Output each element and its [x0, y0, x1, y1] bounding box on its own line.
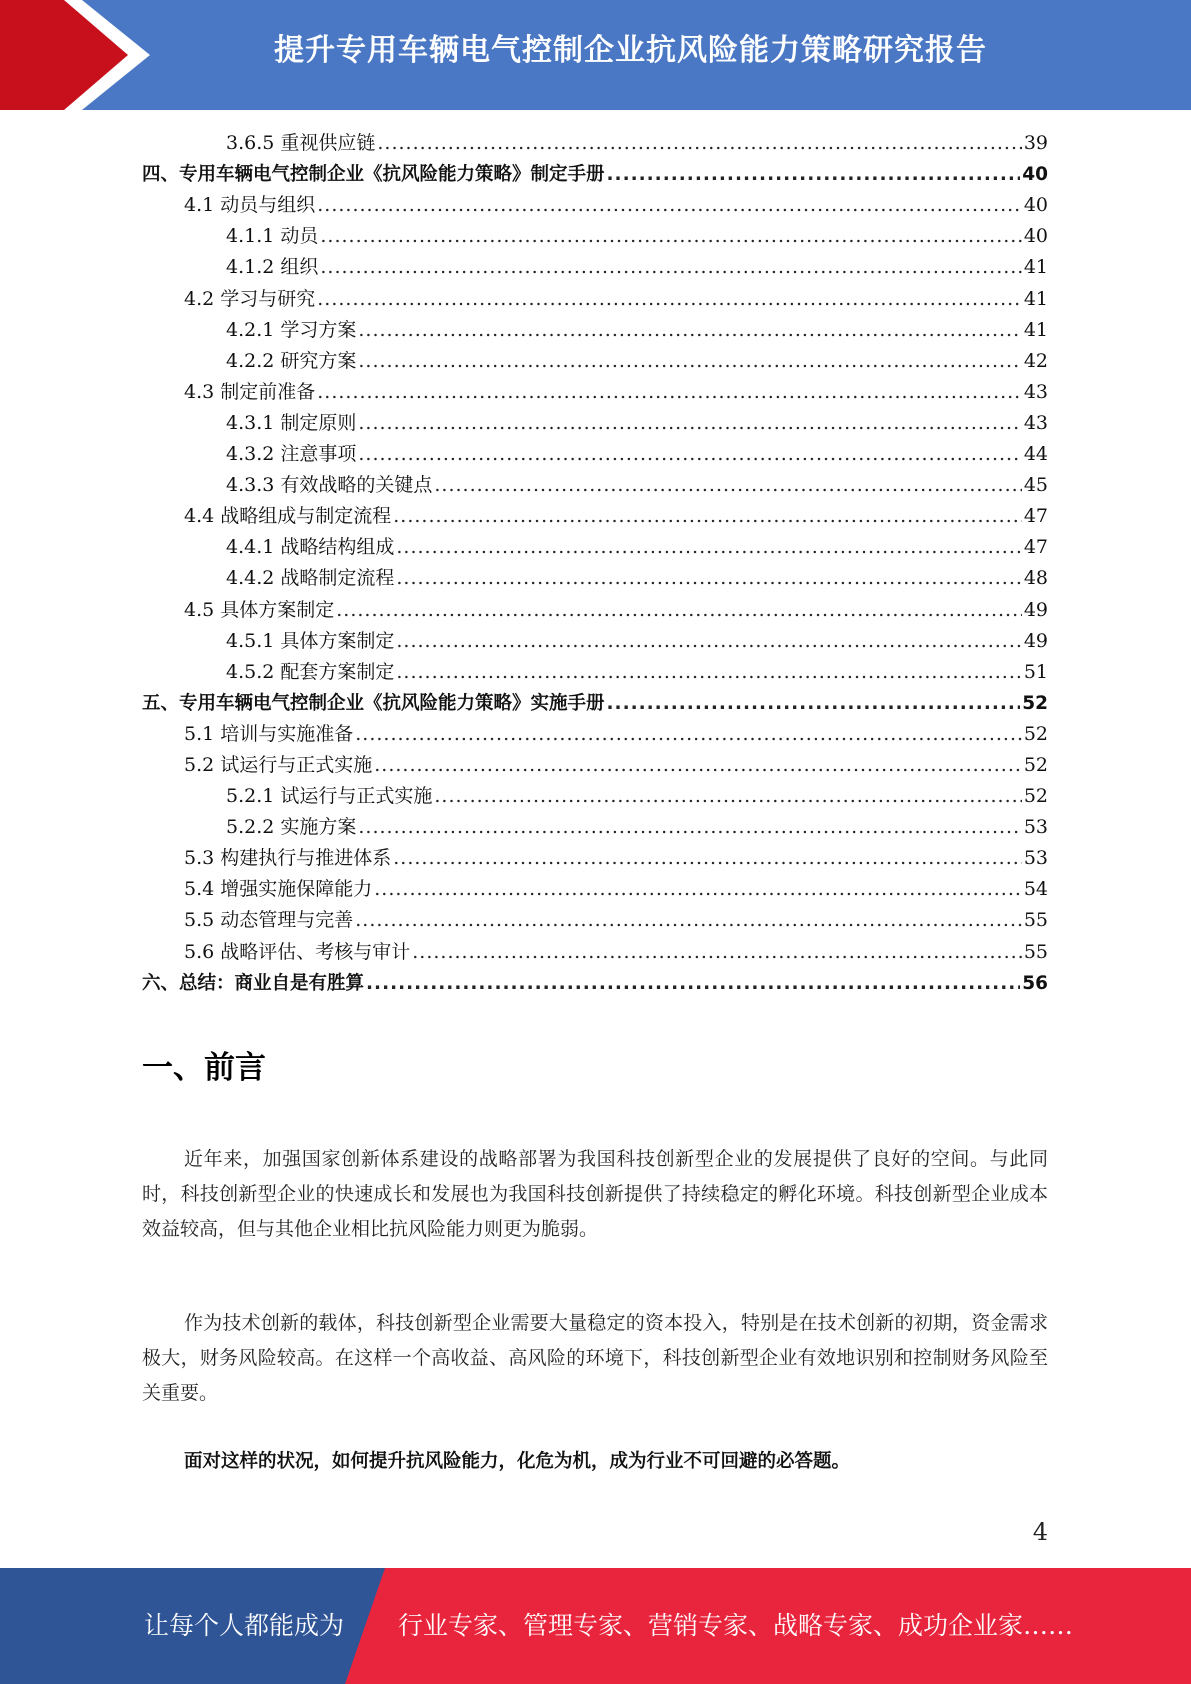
- toc-entry-page: 52: [1023, 753, 1048, 776]
- toc-entry-page: 53: [1023, 816, 1048, 839]
- toc-entry-page: 52: [1023, 785, 1048, 808]
- toc-dot-leader: [317, 284, 1022, 315]
- page-number: 4: [1032, 1518, 1048, 1546]
- toc-entry-label: 4.3.2 注意事项: [226, 443, 357, 466]
- toc-dot-leader: [377, 128, 1021, 159]
- toc-entry-label: 五、专用车辆电气控制企业《抗风险能力策略》实施手册: [142, 692, 605, 714]
- toc-entry-page: 44: [1023, 443, 1048, 466]
- toc-dot-leader: [434, 781, 1021, 812]
- toc-entry-label: 4.1.2 组织: [226, 256, 319, 279]
- toc-dot-leader: [358, 439, 1021, 470]
- toc-entry[interactable]: [142, 501, 1048, 532]
- toc-entry-page: 52: [1022, 692, 1048, 714]
- toc-entry-label: 5.1 培训与实施准备: [184, 722, 354, 745]
- section-heading: 一、前言: [142, 1050, 266, 1086]
- toc-entry-page: 48: [1023, 567, 1048, 590]
- page-footer: [0, 1568, 1191, 1684]
- toc-entry-label: 5.4 增强实施保障能力: [184, 878, 373, 901]
- footer-left-text: 让每个人都能成为: [144, 1611, 345, 1640]
- toc-entry-page: 41: [1023, 256, 1048, 279]
- toc-entry-page: 51: [1023, 660, 1048, 683]
- toc-entry[interactable]: [142, 874, 1048, 905]
- toc-entry-label: 4.1.1 动员: [226, 225, 319, 248]
- toc-entry-label: 4.2.2 研究方案: [226, 349, 357, 372]
- toc-dot-leader: [396, 532, 1021, 563]
- toc-entry[interactable]: [142, 968, 1048, 999]
- toc-entry-page: 40: [1022, 164, 1048, 186]
- toc-dot-leader: [374, 874, 1022, 905]
- toc-dot-leader: [336, 595, 1022, 626]
- toc-dot-leader: [607, 159, 1021, 190]
- toc-entry-label: 5.2 试运行与正式实施: [184, 753, 373, 776]
- toc-dot-leader: [393, 843, 1022, 874]
- toc-entry-page: 53: [1023, 847, 1048, 870]
- toc-entry-page: 41: [1023, 287, 1048, 310]
- toc-dot-leader: [358, 346, 1021, 377]
- toc-dot-leader: [320, 221, 1021, 252]
- toc-entry[interactable]: [142, 408, 1048, 439]
- toc-entry-label: 4.4.1 战略结构组成: [226, 536, 395, 559]
- toc-entry[interactable]: [142, 781, 1048, 812]
- toc-dot-leader: [396, 626, 1021, 657]
- toc-entry[interactable]: [142, 439, 1048, 470]
- toc-entry[interactable]: [142, 532, 1048, 563]
- toc-entry-label: 4.1 动员与组织: [184, 194, 316, 217]
- paragraph-3-emphasis: 面对这样的状况，如何提升抗风险能力，化危为机，成为行业不可回避的必答题。: [184, 1451, 851, 1472]
- paragraph-2: 作为技术创新的载体，科技创新型企业需要大量稳定的资本投入，特别是在技术创新的初期，资金需求极大，财务风险较高。在这样一个高收益、高风险的环境下，科技创新型企业有效地识别和控制财务风险至关重要。: [142, 1312, 1048, 1404]
- toc-entry-page: 55: [1023, 909, 1048, 932]
- toc-entry-page: 40: [1023, 225, 1048, 248]
- toc-entry[interactable]: [142, 346, 1048, 377]
- toc-entry-label: 4.3.3 有效战略的关键点: [226, 474, 433, 497]
- red-chevron-graphic: [0, 0, 160, 110]
- toc-dot-leader: [317, 190, 1022, 221]
- toc-entry[interactable]: [142, 812, 1048, 843]
- toc-entry[interactable]: [142, 719, 1048, 750]
- toc-entry-label: 5.6 战略评估、考核与审计: [184, 940, 411, 963]
- toc-entry-label: 4.4.2 战略制定流程: [226, 567, 395, 590]
- toc-entry-label: 3.6.5 重视供应链: [226, 132, 376, 155]
- paragraph-1: 近年来，加强国家创新体系建设的战略部署为我国科技创新型企业的发展提供了良好的空间。与此同时，科技创新型企业的快速成长和发展也为我国科技创新提供了持续稳定的孵化环境。科技创新型企业成本效益较高，但与其他企业相比抗风险能力则更为脆弱。: [142, 1148, 1048, 1240]
- toc-dot-leader: [396, 563, 1021, 594]
- toc-entry-label: 4.3.1 制定原则: [226, 411, 357, 434]
- toc-entry-label: 5.2.2 实施方案: [226, 816, 357, 839]
- toc-entry-label: 4.5.1 具体方案制定: [226, 629, 395, 652]
- toc-dot-leader: [317, 377, 1022, 408]
- toc-entry-page: 56: [1022, 972, 1048, 994]
- toc-entry-page: 52: [1023, 722, 1048, 745]
- toc-dot-leader: [355, 905, 1022, 936]
- toc-entry-page: 54: [1023, 878, 1048, 901]
- toc-entry-page: 47: [1023, 505, 1048, 528]
- toc-entry[interactable]: [142, 252, 1048, 283]
- toc-entry-label: 4.3 制定前准备: [184, 380, 316, 403]
- toc-entry[interactable]: [142, 283, 1048, 314]
- toc-entry[interactable]: [142, 657, 1048, 688]
- toc-dot-leader: [358, 812, 1021, 843]
- toc-dot-leader: [355, 719, 1022, 750]
- toc-entry-label: 5.2.1 试运行与正式实施: [226, 785, 433, 808]
- toc-entry-page: 39: [1023, 132, 1048, 155]
- toc-entry[interactable]: [142, 688, 1048, 719]
- toc-entry[interactable]: [142, 159, 1048, 190]
- toc-entry[interactable]: [142, 221, 1048, 252]
- toc-entry-label: 4.2.1 学习方案: [226, 318, 357, 341]
- toc-dot-leader: [434, 470, 1021, 501]
- toc-entry-label: 5.3 构建执行与推进体系: [184, 847, 392, 870]
- toc-dot-leader: [396, 657, 1021, 688]
- toc-entry[interactable]: [142, 936, 1048, 967]
- toc-entry[interactable]: [142, 843, 1048, 874]
- toc-dot-leader: [412, 937, 1022, 968]
- table-of-contents: [142, 128, 1048, 999]
- toc-dot-leader: [320, 252, 1021, 283]
- toc-dot-leader: [374, 750, 1022, 781]
- toc-entry[interactable]: [142, 626, 1048, 657]
- toc-entry[interactable]: [142, 594, 1048, 625]
- toc-entry[interactable]: [142, 470, 1048, 501]
- toc-entry[interactable]: [142, 905, 1048, 936]
- toc-entry-page: 47: [1023, 536, 1048, 559]
- toc-dot-leader: [358, 315, 1021, 346]
- toc-entry-page: 49: [1023, 629, 1048, 652]
- toc-entry[interactable]: [142, 563, 1048, 594]
- toc-entry-page: 43: [1023, 380, 1048, 403]
- document-title: 提升专用车辆电气控制企业抗风险能力策略研究报告: [274, 33, 987, 68]
- toc-entry-page: 45: [1023, 474, 1048, 497]
- toc-entry-page: 43: [1023, 411, 1048, 434]
- toc-entry-page: 41: [1023, 318, 1048, 341]
- toc-entry[interactable]: [142, 128, 1048, 159]
- toc-entry-label: 4.2 学习与研究: [184, 287, 316, 310]
- toc-entry-label: 六、总结：商业自是有胜算: [142, 972, 365, 994]
- toc-entry-label: 4.4 战略组成与制定流程: [184, 505, 392, 528]
- toc-entry-page: 42: [1023, 349, 1048, 372]
- toc-entry[interactable]: [142, 315, 1048, 346]
- toc-entry-label: 四、专用车辆电气控制企业《抗风险能力策略》制定手册: [142, 164, 605, 186]
- toc-entry-label: 4.5.2 配套方案制定: [226, 660, 395, 683]
- toc-entry-page: 49: [1023, 598, 1048, 621]
- page-header: [0, 0, 1191, 110]
- toc-entry[interactable]: [142, 190, 1048, 221]
- toc-dot-leader: [366, 968, 1020, 999]
- toc-dot-leader: [358, 408, 1021, 439]
- toc-entry[interactable]: [142, 750, 1048, 781]
- toc-dot-leader: [393, 501, 1022, 532]
- toc-entry[interactable]: [142, 377, 1048, 408]
- footer-right-text: 行业专家、管理专家、营销专家、战略专家、成功企业家……: [398, 1611, 1074, 1640]
- toc-dot-leader: [607, 688, 1021, 719]
- toc-entry-label: 5.5 动态管理与完善: [184, 909, 354, 932]
- toc-entry-page: 55: [1023, 940, 1048, 963]
- toc-entry-page: 40: [1023, 194, 1048, 217]
- toc-entry-label: 4.5 具体方案制定: [184, 598, 335, 621]
